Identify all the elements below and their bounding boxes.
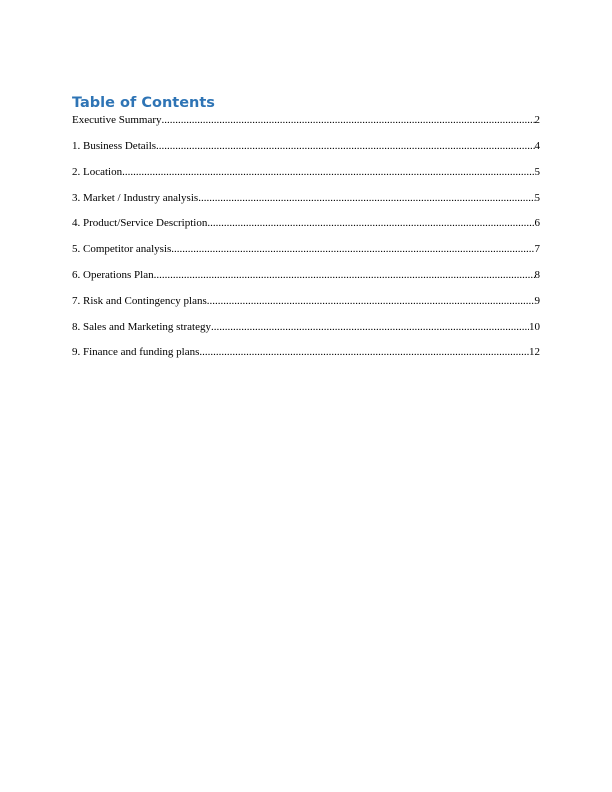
toc-entry-label: 8. Sales and Marketing strategy (72, 320, 211, 333)
dot-leader (207, 294, 535, 308)
dot-leader (162, 113, 535, 127)
dot-leader (154, 268, 535, 282)
toc-entry-label: 2. Location (72, 165, 123, 178)
toc-entry-page-number: 9 (534, 294, 540, 307)
toc-entry-label: 3. Market / Industry analysis (72, 191, 199, 204)
toc-entry-page-number: 2 (534, 114, 540, 126)
toc-entry-competitor-analysis[interactable] (72, 242, 540, 268)
toc-entry-sales-marketing-strategy[interactable] (72, 320, 540, 346)
dot-leader (198, 191, 534, 205)
toc-entry-risk-contingency-plans[interactable] (72, 294, 540, 320)
toc-entry-operations-plan[interactable] (72, 268, 540, 294)
toc-entry-label: Executive Summary (72, 114, 162, 126)
toc-entry-location[interactable] (72, 165, 540, 191)
dot-leader (122, 165, 534, 179)
toc-entry-market-industry-analysis[interactable] (72, 191, 540, 217)
toc-entry-page-number: 6 (534, 217, 540, 230)
toc-entry-label: 4. Product/Service Description (72, 217, 208, 230)
table-of-contents (72, 94, 540, 371)
toc-entry-page-number: 4 (534, 140, 540, 152)
dot-leader (171, 242, 534, 256)
toc-list (72, 113, 540, 371)
toc-entry-page-number: 5 (534, 191, 540, 204)
toc-entry-product-service-description[interactable] (72, 216, 540, 242)
dot-leader (207, 216, 534, 230)
toc-entry-label: 9. Finance and funding plans (72, 346, 200, 359)
toc-entry-label: 7. Risk and Contingency plans (72, 294, 207, 307)
toc-entry-finance-funding-plans[interactable] (72, 345, 540, 371)
toc-entry-page-number: 7 (534, 243, 540, 256)
toc-entry-page-number: 5 (534, 165, 540, 178)
toc-entry-label: 5. Competitor analysis (72, 243, 172, 256)
toc-entry-business-details[interactable] (72, 139, 540, 165)
toc-entry-label: 6. Operations Plan (72, 268, 154, 281)
toc-entry-page-number: 8 (534, 268, 540, 281)
toc-entry-label: 1. Business Details (72, 140, 157, 152)
dot-leader (156, 139, 534, 153)
toc-entry-page-number: 12 (529, 346, 540, 359)
dot-leader (199, 345, 529, 359)
toc-entry-page-number: 10 (529, 320, 540, 333)
toc-heading: Table of Contents (72, 95, 215, 111)
dot-leader (211, 320, 529, 334)
toc-entry-executive-summary[interactable] (72, 113, 540, 139)
